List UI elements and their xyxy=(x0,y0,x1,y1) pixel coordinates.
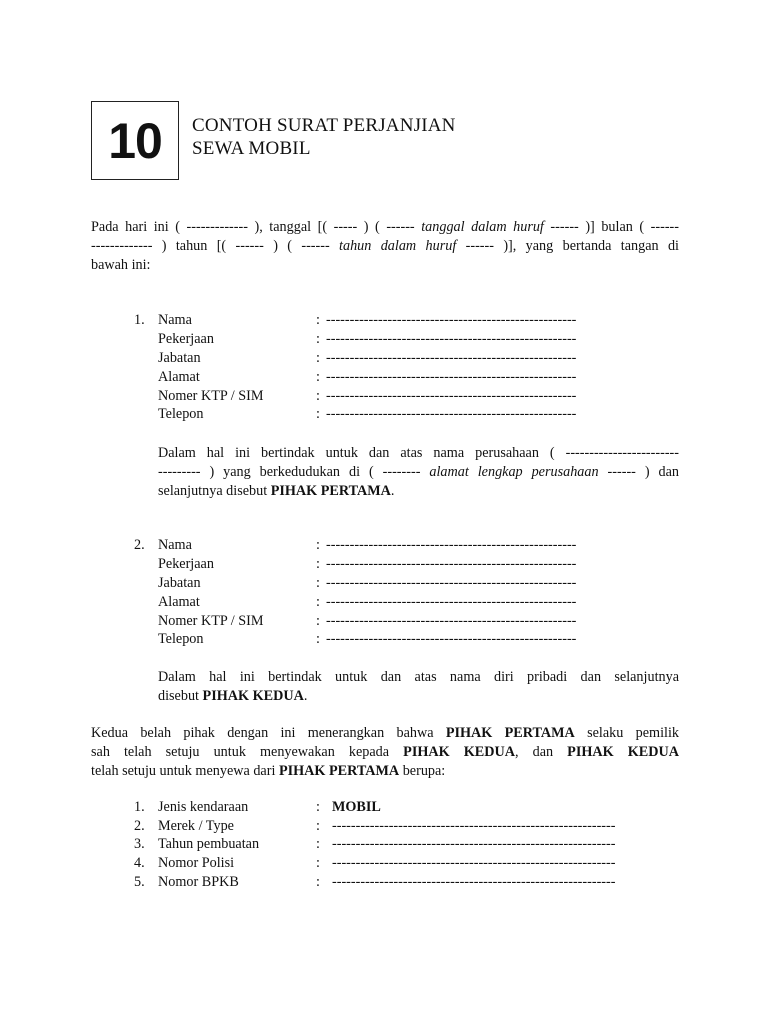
field-colon: : xyxy=(316,406,320,423)
field-label: Nomer KTP / SIM xyxy=(158,387,264,404)
field-colon: : xyxy=(316,368,320,385)
vehicle-item-colon: : xyxy=(316,799,320,815)
intro-paragraph xyxy=(91,218,679,275)
field-value: ----------------------------------------------------- xyxy=(326,631,577,648)
agreement-line-3: telah setuju untuk menyewa dari PIHAK PERTAMA berupa: xyxy=(91,763,446,779)
field-value: ----------------------------------------------------- xyxy=(326,406,577,423)
vehicle-item-label: Tahun pembuatan xyxy=(158,836,260,853)
vehicle-item-value: ------------------------------------------------------------ xyxy=(332,817,616,834)
vehicle-item-value: ------------------------------------------------------------ xyxy=(332,836,616,853)
field-colon: : xyxy=(316,574,320,591)
vehicle-item-colon: : xyxy=(316,836,320,853)
field-value: ----------------------------------------------------- xyxy=(326,368,577,385)
field-colon: : xyxy=(316,612,320,629)
vehicle-item-number: 4. xyxy=(134,855,145,872)
party-1-desc-line-2: --------- ) yang berkedudukan di ( -------- alamat lengkap perusahaan ------ ) dan xyxy=(158,464,679,480)
vehicle-item-label: Jenis kendaraan xyxy=(158,799,249,815)
field-value: ----------------------------------------------------- xyxy=(326,349,577,366)
field-label: Nama xyxy=(158,312,192,328)
vehicle-item-number: 5. xyxy=(134,873,145,890)
party-2-desc-line-1: Dalam hal ini bertindak untuk dan atas nama diri pribadi dan selanjutnya xyxy=(158,669,679,685)
field-colon: : xyxy=(316,593,320,610)
agreement-line-2: sah telah setuju untuk menyewakan kepada PIHAK KEDUA, dan PIHAK KEDUA xyxy=(91,744,679,760)
field-value: ----------------------------------------------------- xyxy=(326,574,577,591)
field-label: Pekerjaan xyxy=(158,555,214,572)
chapter-number: 10 xyxy=(108,112,162,169)
field-label: Alamat xyxy=(158,593,200,610)
title-line-2: SEWA MOBIL xyxy=(192,138,311,159)
intro-line-3: bawah ini: xyxy=(91,257,151,273)
field-label: Telepon xyxy=(158,631,204,648)
vehicle-item-value: ------------------------------------------------------------ xyxy=(332,873,616,890)
field-colon: : xyxy=(316,555,320,572)
vehicle-item-colon: : xyxy=(316,873,320,890)
field-colon: : xyxy=(316,349,320,366)
party-2-number: 2. xyxy=(134,537,145,553)
field-label: Jabatan xyxy=(158,349,201,366)
field-label: Nama xyxy=(158,537,192,553)
intro-line-1: Pada hari ini ( ------------- ), tanggal [( ----- ) ( ------ tanggal dalam huruf ------ )] bulan ( ------ xyxy=(91,219,680,235)
field-colon: : xyxy=(316,631,320,648)
field-value: ----------------------------------------------------- xyxy=(326,555,577,572)
field-value: ----------------------------------------------------- xyxy=(326,312,577,328)
intro-line-2: ------------- ) tahun [( ------ ) ( ------ tahun dalam huruf ------ )], yang bertanda tangan di xyxy=(91,238,679,254)
field-value: ----------------------------------------------------- xyxy=(326,330,577,347)
field-label: Telepon xyxy=(158,406,204,423)
agreement-paragraph xyxy=(91,724,679,781)
field-colon: : xyxy=(316,387,320,404)
field-value: ----------------------------------------------------- xyxy=(326,537,577,553)
field-value: ----------------------------------------------------- xyxy=(326,387,577,404)
party-1-number: 1. xyxy=(134,312,145,328)
party-1-description xyxy=(158,444,679,501)
title-line-1: CONTOH SURAT PERJANJIAN xyxy=(192,115,456,136)
vehicle-item-number: 2. xyxy=(134,817,145,834)
party-1-desc-line-3: selanjutnya disebut PIHAK PERTAMA. xyxy=(158,483,395,499)
field-colon: : xyxy=(316,312,320,328)
vehicle-item-value: ------------------------------------------------------------ xyxy=(332,855,616,872)
field-label: Jabatan xyxy=(158,574,201,591)
field-label: Nomer KTP / SIM xyxy=(158,612,264,629)
vehicle-item-number: 1. xyxy=(134,799,145,815)
party-2-desc-line-2: disebut PIHAK KEDUA. xyxy=(158,688,308,704)
vehicle-item-label: Nomor BPKB xyxy=(158,873,239,890)
field-value: ----------------------------------------------------- xyxy=(326,612,577,629)
document-title xyxy=(192,114,456,160)
agreement-line-1: Kedua belah pihak dengan ini menerangkan bahwa PIHAK PERTAMA selaku pemilik xyxy=(91,725,679,741)
field-label: Pekerjaan xyxy=(158,330,214,347)
vehicle-item-label: Nomor Polisi xyxy=(158,855,235,872)
chapter-number-box xyxy=(91,101,179,180)
field-colon: : xyxy=(316,537,320,553)
vehicle-item-colon: : xyxy=(316,817,320,834)
party-1-desc-line-1: Dalam hal ini bertindak untuk dan atas nama perusahaan ( ------------------------ xyxy=(158,445,679,461)
vehicle-item-colon: : xyxy=(316,855,320,872)
vehicle-item-value: MOBIL xyxy=(332,799,381,815)
field-value: ----------------------------------------------------- xyxy=(326,593,577,610)
field-colon: : xyxy=(316,330,320,347)
vehicle-item-label: Merek / Type xyxy=(158,817,234,834)
vehicle-item-number: 3. xyxy=(134,836,145,853)
party-2-description xyxy=(158,668,679,706)
field-label: Alamat xyxy=(158,368,200,385)
